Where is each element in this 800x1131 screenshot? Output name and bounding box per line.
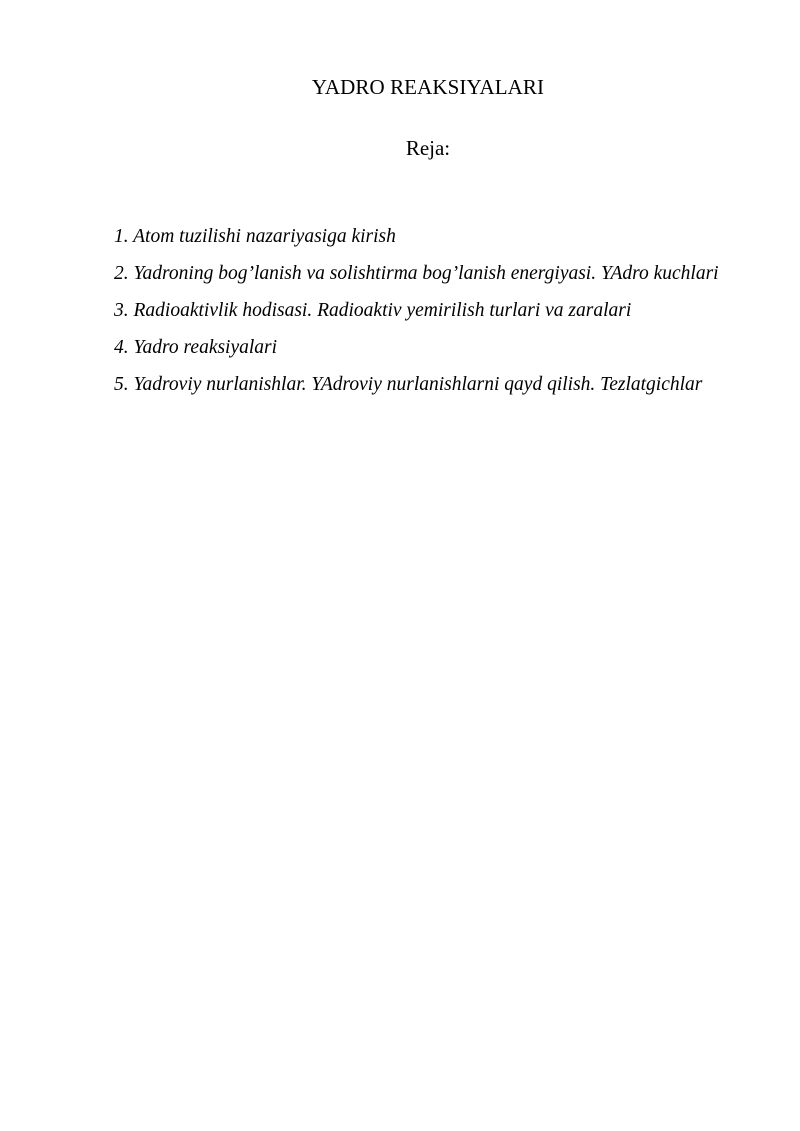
page-title: YADRO REAKSIYALARI <box>311 75 545 99</box>
plan-item: 4. Yadro reaksiyalari <box>114 337 278 358</box>
plan-item: 5. Yadroviy nurlanishlar. YAdroviy nurlanishlarni qayd qilish. Tezlatgichlar <box>114 374 703 395</box>
plan-list <box>114 218 742 403</box>
plan-item: 3. Radioaktivlik hodisasi. Radioaktiv yemirilish turlari va zaralari <box>114 300 632 321</box>
plan-heading: Reja: <box>405 136 451 160</box>
plan-item: 2. Yadroning bog’lanish va solishtirma bog’lanish energiyasi. YAdro kuchlari <box>114 263 719 284</box>
plan-item: 1. Atom tuzilishi nazariyasiga kirish <box>114 226 396 247</box>
